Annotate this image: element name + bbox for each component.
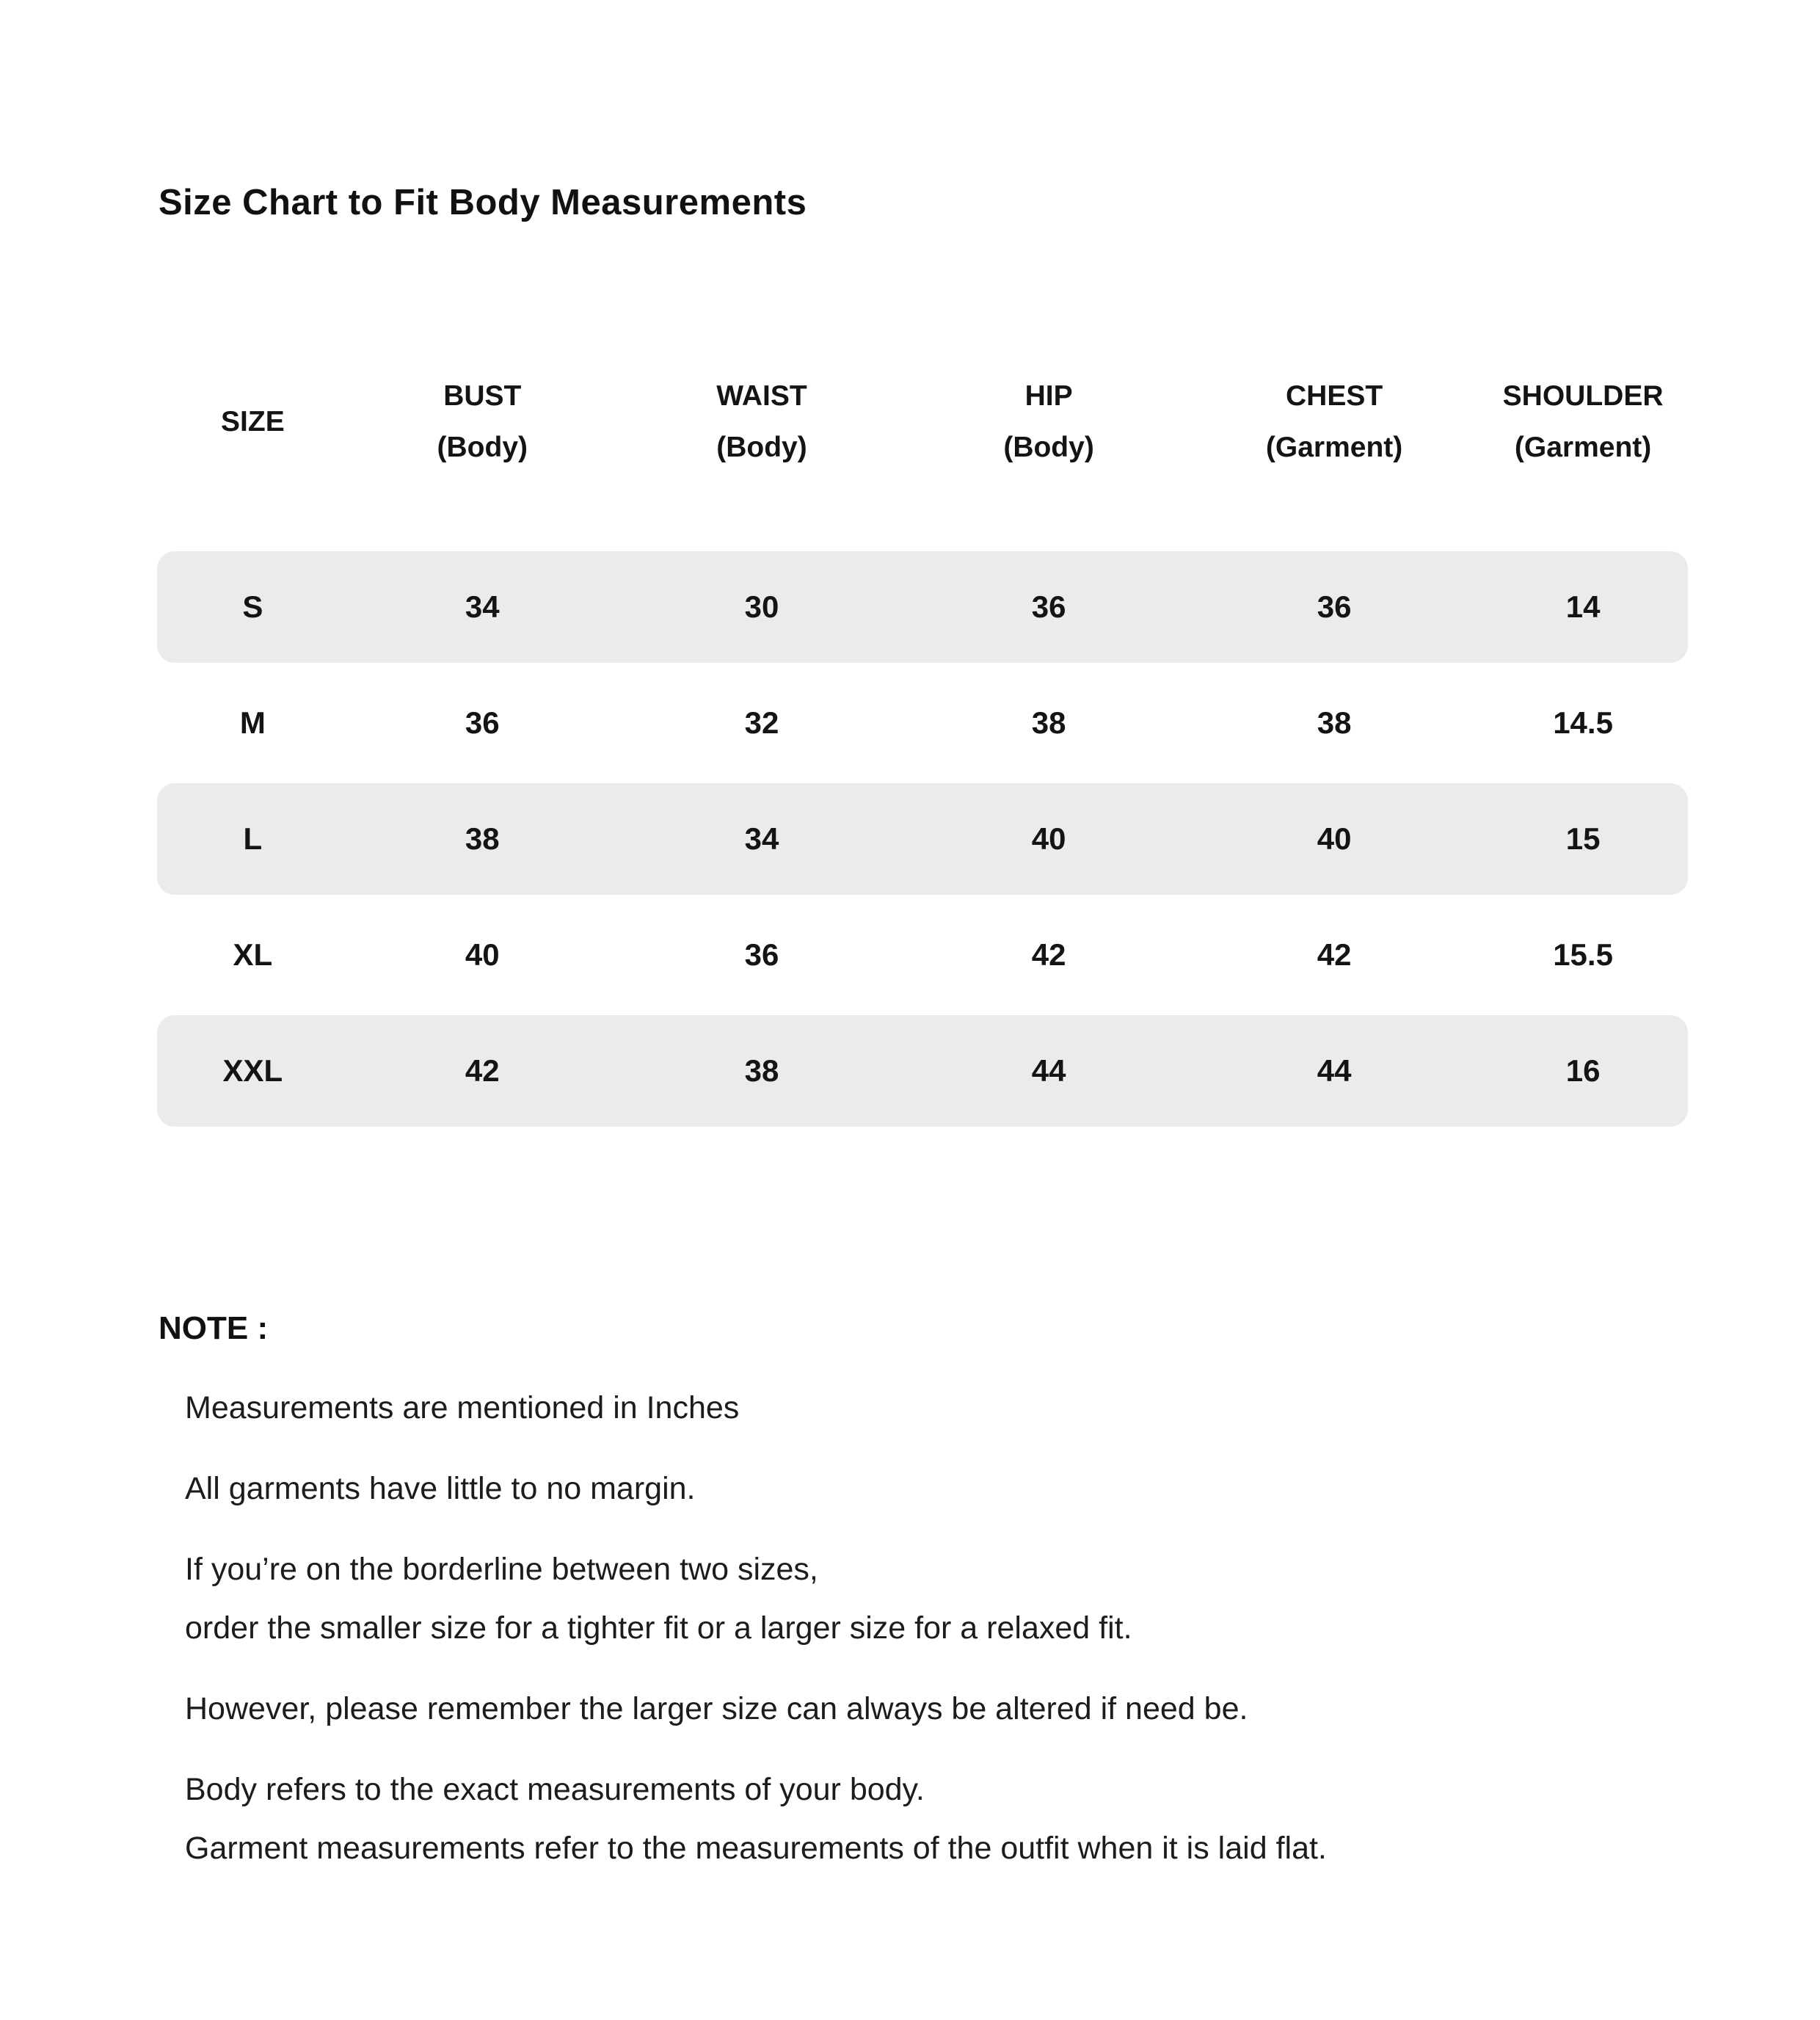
table-row-xl — [157, 899, 1688, 1011]
note-line: If you’re on the borderline between two sizes, — [185, 1552, 818, 1587]
note-line: All garments have little to no margin. — [185, 1471, 696, 1506]
chest-value: 36 — [1317, 589, 1352, 624]
column-header-label: HIP — [1024, 380, 1073, 412]
note-section — [185, 1378, 1726, 1900]
bust-value: 36 — [465, 705, 500, 740]
table-row-s — [157, 551, 1688, 663]
size-label: XL — [233, 937, 273, 972]
shoulder-value: 15.5 — [1553, 937, 1613, 972]
waist-value: 32 — [744, 705, 779, 740]
column-header-size — [157, 371, 349, 473]
size-chart-table — [157, 371, 1688, 1131]
size-label: XXL — [222, 1053, 283, 1088]
column-header-sublabel: (Body) — [716, 432, 807, 463]
waist-value: 38 — [744, 1053, 779, 1088]
size-label: L — [243, 821, 263, 856]
bust-value: 38 — [465, 821, 500, 856]
hip-value: 40 — [1031, 821, 1066, 856]
note-line: order the smaller size for a tighter fit or a larger size for a relaxed fit. — [185, 1610, 1132, 1646]
column-header-shoulder — [1478, 371, 1688, 473]
column-header-bust — [349, 371, 616, 473]
column-header-label: SHOULDER — [1502, 380, 1664, 412]
size-label: M — [239, 705, 266, 740]
chest-value: 38 — [1317, 705, 1352, 740]
bust-value: 34 — [465, 589, 500, 624]
note-heading: NOTE : — [159, 1310, 269, 1346]
table-row-m — [157, 667, 1688, 779]
hip-value: 36 — [1031, 589, 1066, 624]
note-line: Measurements are mentioned in Inches — [185, 1390, 740, 1425]
page-title: Size Chart to Fit Body Measurements — [159, 183, 807, 222]
hip-value: 44 — [1031, 1053, 1066, 1088]
note-paragraph — [185, 1378, 1726, 1437]
note-line: However, please remember the larger size can always be altered if need be. — [185, 1691, 1248, 1726]
note-line: Garment measurements refer to the measurements of the outfit when it is laid flat. — [185, 1831, 1327, 1866]
note-paragraph — [185, 1459, 1726, 1518]
chest-value: 42 — [1317, 937, 1352, 972]
column-header-sublabel: (Garment) — [1514, 432, 1652, 463]
column-header-label: CHEST — [1286, 380, 1383, 412]
table-header-row — [157, 371, 1688, 473]
column-header-label: SIZE — [221, 406, 285, 437]
shoulder-value: 14 — [1565, 589, 1601, 624]
column-header-label: WAIST — [716, 380, 807, 412]
waist-value: 34 — [744, 821, 779, 856]
column-header-sublabel: (Garment) — [1265, 432, 1403, 463]
table-row-l — [157, 783, 1688, 895]
column-header-waist — [616, 371, 907, 473]
column-header-label: BUST — [443, 380, 522, 412]
column-header-sublabel: (Body) — [437, 432, 528, 463]
table-body — [157, 551, 1688, 1127]
chest-value: 40 — [1317, 821, 1352, 856]
note-paragraph — [185, 1679, 1726, 1738]
column-header-chest — [1190, 371, 1478, 473]
shoulder-value: 14.5 — [1553, 705, 1613, 740]
bust-value: 42 — [465, 1053, 500, 1088]
chest-value: 44 — [1317, 1053, 1352, 1088]
bust-value: 40 — [465, 937, 500, 972]
hip-value: 38 — [1031, 705, 1066, 740]
waist-value: 36 — [744, 937, 779, 972]
table-row-xxl — [157, 1015, 1688, 1127]
waist-value: 30 — [744, 589, 779, 624]
hip-value: 42 — [1031, 937, 1066, 972]
shoulder-value: 16 — [1565, 1053, 1601, 1088]
column-header-hip — [907, 371, 1190, 473]
column-header-sublabel: (Body) — [1003, 432, 1094, 463]
shoulder-value: 15 — [1565, 821, 1601, 856]
size-label: S — [242, 589, 263, 624]
note-line: Body refers to the exact measurements of your body. — [185, 1772, 925, 1807]
